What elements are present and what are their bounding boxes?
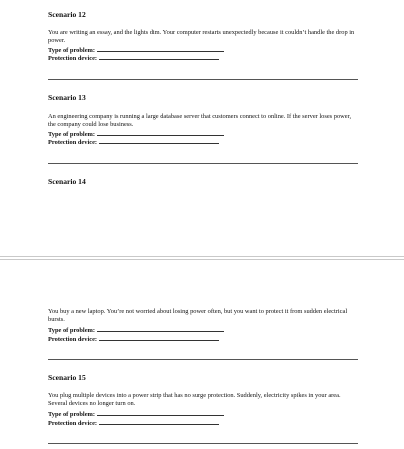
- scenario-14-type-field: [48, 326, 358, 335]
- scenario-13-protection-label: Protection device:: [48, 139, 98, 146]
- scenario-15-protection-blank[interactable]: [99, 419, 219, 425]
- document-page-lower: [0, 260, 404, 449]
- scenario-13-text: An engineering company is running a large database server that customers connect to online. If the server loses power, the company could lose business.: [48, 113, 352, 128]
- scenario-14-protection-label: Protection device:: [48, 336, 98, 343]
- scenario-13-type-blank[interactable]: [97, 130, 224, 136]
- scenario-14-title: Scenario 14: [48, 177, 86, 186]
- scenario-15-type-field: [48, 410, 358, 419]
- scenario-15-text: You plug multiple devices into a power strip that has no surge protection. Suddenly, electricity spikes in your area. Several devices no longer turn on.: [48, 392, 341, 407]
- scenario-13-protection-field: [48, 138, 358, 147]
- scenario-14-protection-blank[interactable]: [99, 335, 219, 341]
- scenario-15-protection-field: [48, 419, 358, 428]
- section-divider: [48, 359, 358, 360]
- scenario-12-type-blank[interactable]: [97, 46, 224, 52]
- scenario-12-title: Scenario 12: [48, 10, 86, 19]
- scenario-15-title: Scenario 15: [48, 373, 86, 382]
- scenario-12-text: You are writing an essay, and the lights dim. Your computer restarts unexpectedly because it couldn’t handle the drop in power.: [48, 29, 355, 44]
- scenario-14-type-blank[interactable]: [97, 326, 224, 332]
- scenario-12-protection-label: Protection device:: [48, 55, 98, 62]
- scenario-12-protection-field: [48, 54, 358, 63]
- scenario-12-type-label: Type of problem:: [48, 47, 95, 54]
- scenario-15-type-label: Type of problem:: [48, 411, 95, 418]
- section-divider: [48, 443, 358, 444]
- scenario-13-title: Scenario 13: [48, 93, 86, 102]
- scenario-14-protection-field: [48, 335, 358, 344]
- scenario-13-type-label: Type of problem:: [48, 131, 95, 138]
- scenario-14-text: You buy a new laptop. You’re not worried about losing power often, but you want to protect it from sudden electrical bursts.: [48, 308, 348, 323]
- section-divider: [48, 163, 358, 164]
- section-divider: [48, 79, 358, 80]
- scenario-15-protection-label: Protection device:: [48, 420, 98, 427]
- scenario-12-protection-blank[interactable]: [99, 54, 219, 60]
- scenario-13-protection-blank[interactable]: [99, 138, 219, 144]
- scenario-15-type-blank[interactable]: [97, 410, 224, 416]
- scenario-14-type-label: Type of problem:: [48, 327, 95, 334]
